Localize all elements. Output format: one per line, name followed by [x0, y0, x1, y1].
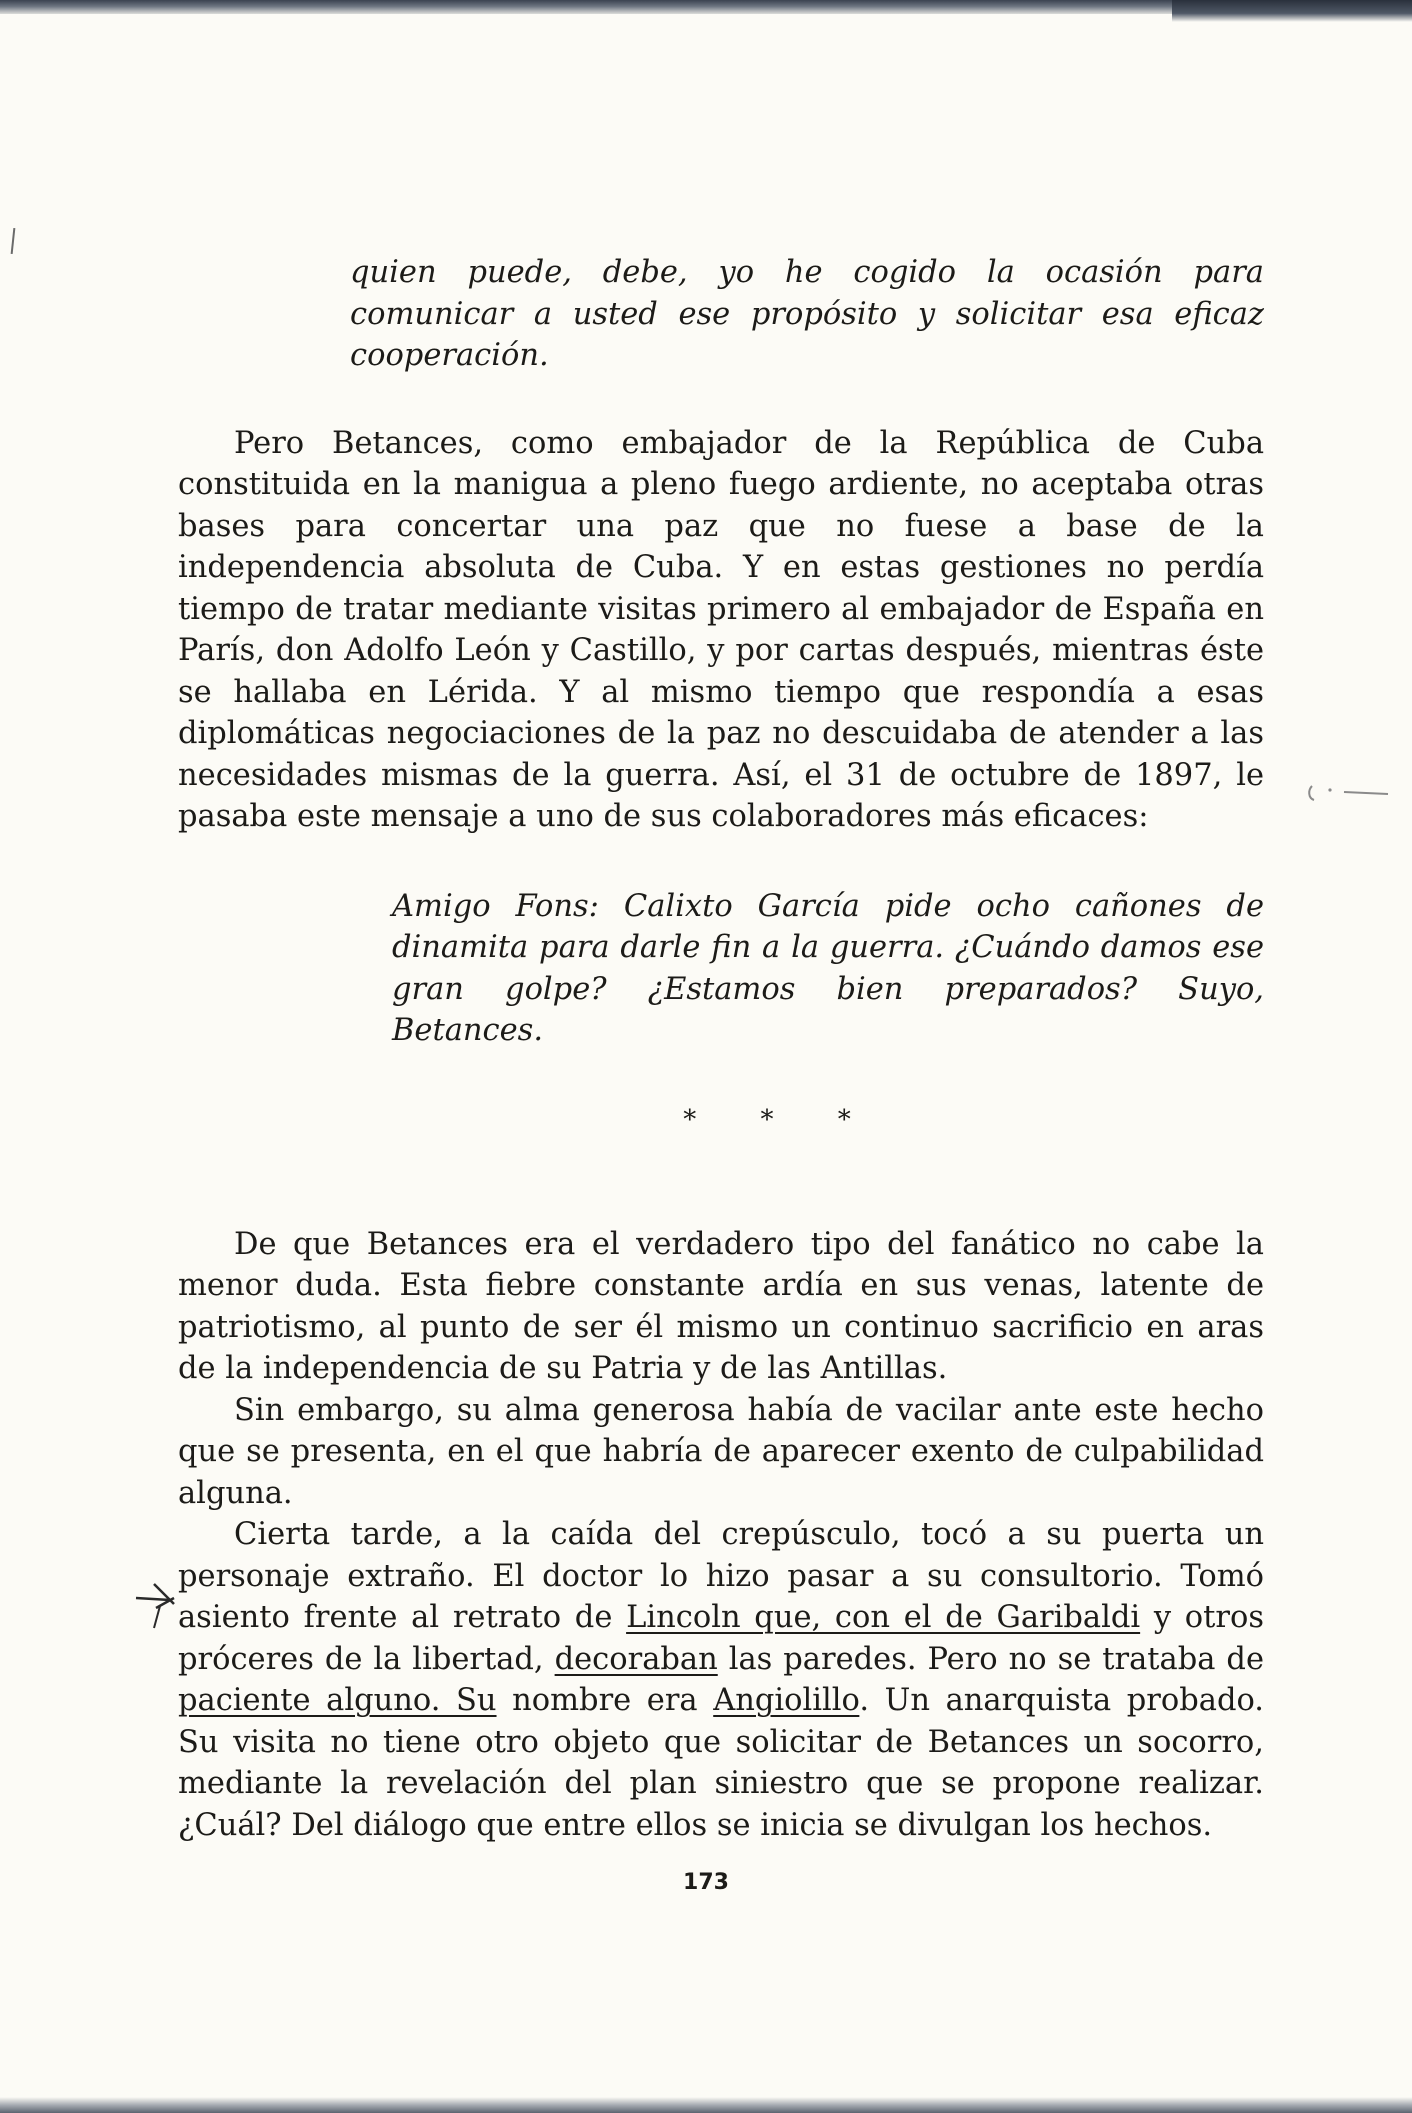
paragraph-1: Pero Betances, como embajador de la República de Cuba constituida en la manigua a pleno fuego ardiente, no aceptaba otras bases para concertar una paz que no fuese a base de la independencia absoluta de Cuba. Y en estas gestiones no perdía tiempo de tratar mediante visitas primero al embajador de España en París, don Adolfo León y Castillo, y por cartas después, mientras éste se hallaba en Lérida. Y al mismo tiempo que respondía a esas diplomáticas negociaciones de la paz no descuidaba de atender a las necesidades mismas de la guerra. Así, el 31 de octubre de 1897, le pasaba este mensaje a uno de sus colaboradores más eficaces:: [178, 425, 1264, 834]
pen-margin-arrow-icon: [130, 1578, 200, 1638]
page-body: [178, 252, 1264, 1846]
page-number: 173: [683, 1870, 729, 1895]
pencil-margin-mark-icon: [1304, 772, 1394, 812]
paragraph-4-text-e: . Un anarquista probado. Su visita no tiene otro objeto que solicitar de Betances un socorro, mediante la revelación del plan siniestro que se propone realizar. ¿Cuál? Del diálogo que entre ellos se inicia se divulgan los hechos.: [178, 1683, 1264, 1843]
scan-top-edge-shadow: [1172, 0, 1412, 22]
paragraph-4-text-a: Cierta tarde, a la caída del crepúsculo, tocó a su puerta un personaje extraño. El doctor lo hizo pasar a su consultorio. Tomó asiento frente al retrato de: [178, 1517, 1264, 1635]
underlined-annotation-d: Angiolillo: [713, 1683, 860, 1718]
margin-tick-mark: [11, 228, 16, 254]
underlined-annotation-c: paciente alguno. Su: [178, 1683, 497, 1718]
paragraph-3: Sin embargo, su alma generosa había de vacilar ante este hecho que se presenta, en el que habría de aparecer exento de culpabilidad alguna.: [178, 1392, 1264, 1511]
underlined-annotation-b: decoraban: [554, 1641, 718, 1677]
paragraph-4: [178, 1514, 1264, 1846]
paragraph-4-text-d: nombre era: [496, 1683, 714, 1718]
quote-block-1: quien puede, debe, yo he cogido la ocasión para comunicar a usted ese propósito y solicitar esa eficaz cooperación.: [350, 255, 1264, 373]
paragraph-4-text-c: las paredes. Pero no se trataba de: [717, 1641, 1264, 1677]
paragraph-4-text-b: y otros próceres de la libertad,: [178, 1600, 1264, 1677]
section-break: * * *: [683, 1104, 879, 1135]
paragraph-2: De que Betances era el verdadero tipo del fanático no cabe la menor duda. Esta fiebre constante ardía en sus venas, latente de patriotismo, al punto de ser él mismo un continuo sacrificio en aras de la independencia de su Patria y de las Antillas.: [178, 1226, 1264, 1386]
underlined-annotation-a: Lincoln que, con el de Garibaldi: [626, 1600, 1141, 1635]
quote-block-2: Amigo Fons: Calixto García pide ocho cañones de dinamita para darle fin a la guerra. ¿Cuándo damos ese gran golpe? ¿Estamos bien preparados? Suyo, Betances.: [392, 888, 1264, 1048]
scan-bottom-edge: [0, 2097, 1412, 2113]
